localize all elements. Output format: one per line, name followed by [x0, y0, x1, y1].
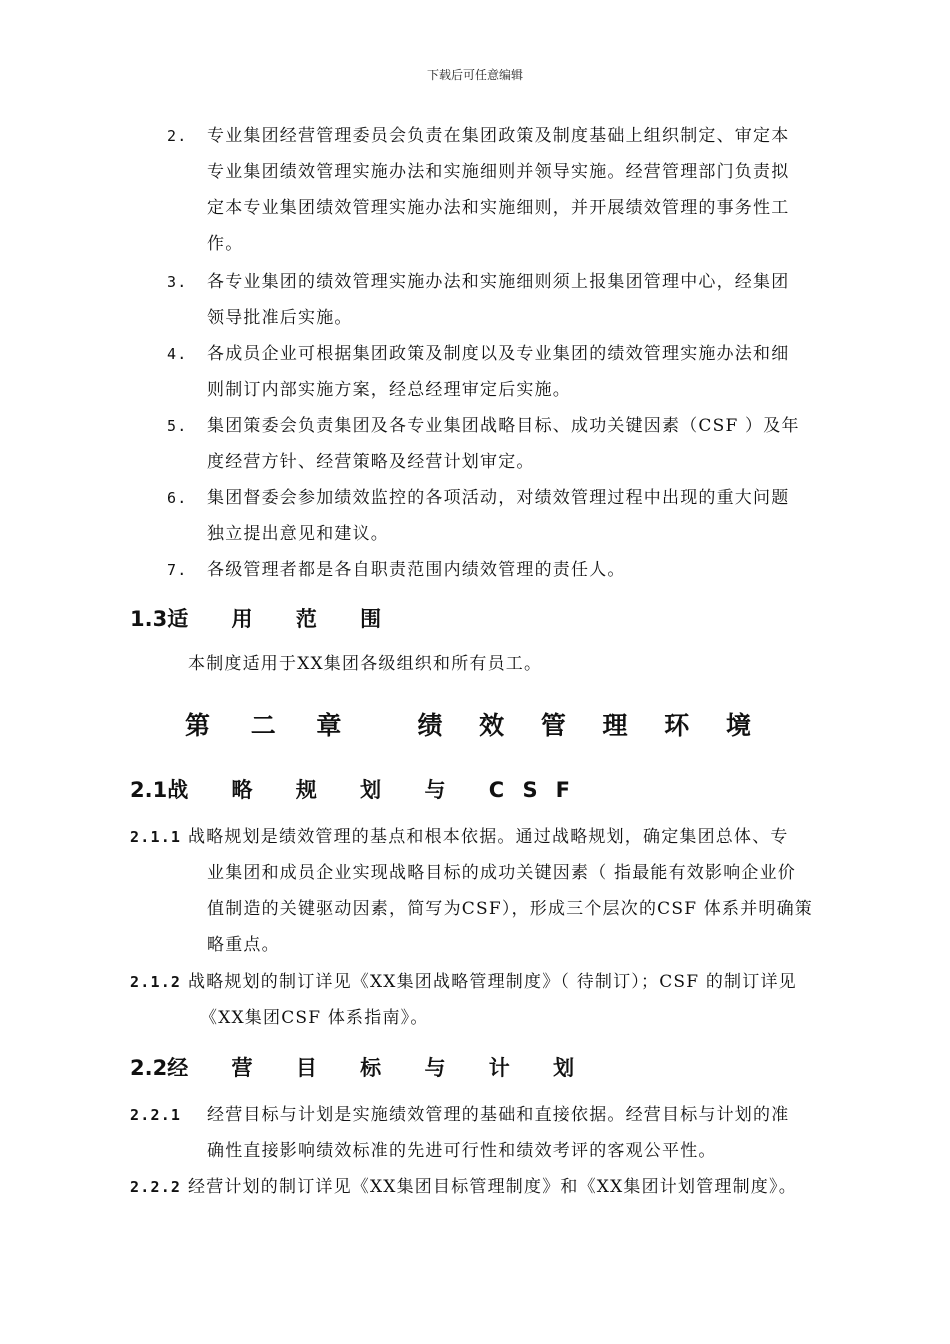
section-number: 1.3	[130, 607, 168, 631]
list-item	[167, 552, 822, 588]
list-item-number: 4.	[167, 345, 188, 363]
list-item-line: 度经营方针、经营策略及经营计划审定。	[207, 452, 535, 472]
clause-line: 业集团和成员企业实现战略目标的成功关键因素（ 指最能有效影响企业价	[207, 863, 797, 883]
clause-line: 经营目标与计划是实施绩效管理的基础和直接依据。经营目标与计划的准	[207, 1105, 790, 1125]
clause-2-2-1	[130, 1097, 820, 1169]
list-item-line: 定本专业集团绩效管理实施办法和实施细则，并开展绩效管理的事务性工	[207, 198, 790, 218]
clause-line: 值制造的关键驱动因素，简写为CSF），形成三个层次的CSF 体系并明确策	[207, 899, 813, 919]
list-item	[167, 336, 822, 408]
section-heading-2-1	[130, 774, 588, 804]
list-item-line: 各专业集团的绩效管理实施办法和实施细则须上报集团管理中心，经集团	[207, 272, 790, 292]
section-number: 2.2	[130, 1056, 168, 1080]
clause-number: 2.2.2	[130, 1178, 182, 1196]
clause-number: 2.1.1	[130, 828, 182, 846]
section-heading-2-2	[130, 1052, 592, 1082]
clause-number: 2.1.2	[130, 973, 182, 991]
list-item-line: 各级管理者都是各自职责范围内绩效管理的责任人。	[207, 560, 626, 580]
list-item-line: 则制订内部实施方案，经总经理审定后实施。	[207, 380, 571, 400]
section-title: 战 略 规 划 与 CSF	[167, 778, 589, 802]
section-title: 经 营 目 标 与 计 划	[167, 1056, 593, 1080]
list-item-number: 3.	[167, 273, 188, 291]
list-item-line: 集团策委会负责集团及各专业集团战略目标、成功关键因素（CSF ）及年	[207, 416, 800, 436]
page-header: 下载后可任意编辑	[426, 68, 523, 82]
section-heading-1-3	[130, 603, 399, 633]
list-item-number: 5.	[167, 417, 188, 435]
list-item	[167, 264, 822, 336]
chapter-heading	[0, 706, 950, 742]
chapter-label: 第 二 章	[185, 711, 358, 740]
list-item-number: 7.	[167, 561, 188, 579]
section-body: 本制度适用于XX集团各级组织和所有员工。	[188, 654, 543, 674]
list-item	[167, 408, 822, 480]
clause-number: 2.2.1	[130, 1106, 182, 1124]
list-item-line: 专业集团经营管理委员会负责在集团政策及制度基础上组织制定、审定本	[207, 126, 790, 146]
list-item-number: 6.	[167, 489, 188, 507]
clause-2-1-2	[130, 964, 820, 1036]
list-item-number: 2.	[167, 127, 188, 145]
clause-2-1-1	[130, 819, 820, 963]
list-item-line: 作。	[207, 234, 244, 254]
chapter-title: 绩 效 管 理 环 境	[417, 711, 765, 740]
section-number: 2.1	[130, 778, 168, 802]
clause-line: 确性直接影响绩效标准的先进可行性和绩效考评的客观公平性。	[207, 1141, 717, 1161]
clause-line: 战略规划的制订详见《XX集团战略管理制度》（ 待制订）；CSF 的制订详见	[188, 972, 797, 992]
list-item-line: 各成员企业可根据集团政策及制度以及专业集团的绩效管理实施办法和细	[207, 344, 790, 364]
clause-line: 经营计划的制订详见《XX集团目标管理制度》和《XX集团计划管理制度》。	[188, 1177, 797, 1197]
list-item	[167, 118, 822, 262]
clause-line: 《XX集团CSF 体系指南》。	[200, 1008, 429, 1028]
list-item-line: 专业集团绩效管理实施办法和实施细则并领导实施。经营管理部门负责拟	[207, 162, 790, 182]
list-item-line: 集团督委会参加绩效监控的各项活动，对绩效管理过程中出现的重大问题	[207, 488, 790, 508]
clause-line: 战略规划是绩效管理的基点和根本依据。通过战略规划，确定集团总体、专	[188, 827, 789, 847]
section-title: 适 用 范 围	[167, 607, 400, 631]
clause-line: 略重点。	[207, 935, 280, 955]
list-item-line: 独立提出意见和建议。	[207, 524, 389, 544]
list-item	[167, 480, 822, 552]
clause-2-2-2	[130, 1169, 820, 1205]
list-item-line: 领导批准后实施。	[207, 308, 353, 328]
